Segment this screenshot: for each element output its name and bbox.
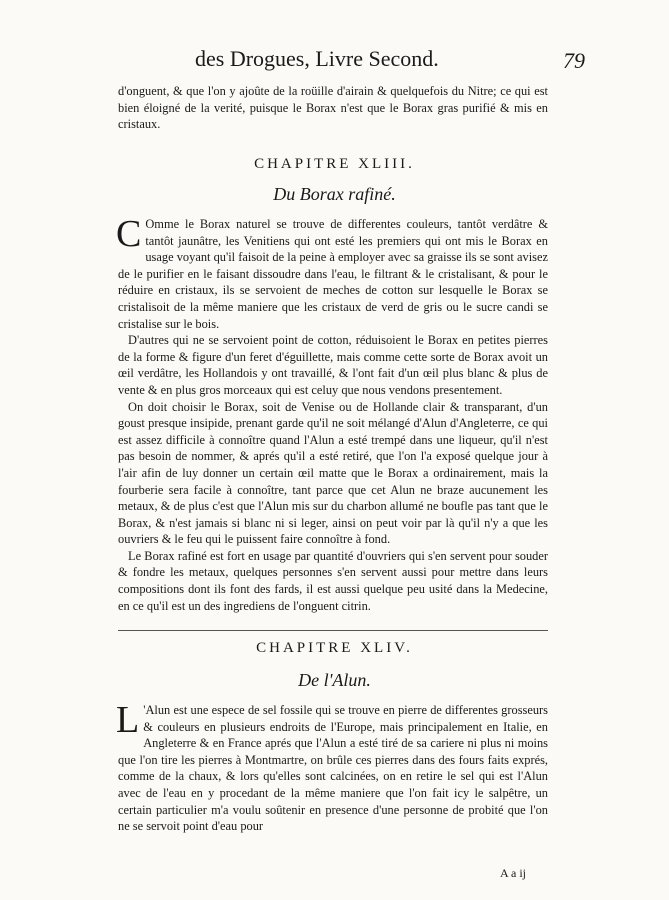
chapter-44-body [116, 699, 548, 835]
chapter-43-paragraph-2: D'autres qui ne se servoient point de cotton, réduisoient le Borax en petites pierres de la forme & figure d'un feret d'éguillette, mais comme cette sorte de Borax avoit un œil verdâtre, les Hollandois y ont travaillé, & l'ont fait d'un œil plus blanc & plus de vente & en plus gros morceaux qui est celuy que nous vendons presentement. [118, 333, 548, 397]
chapter-43-paragraph-1: C Omme le Borax naturel se trouve de differentes couleurs, tantôt verdâtre & tantôt jaunâtre, les Venitiens qui ont esté les premiers qui ont mis le Borax en usage voyant qu'il faisoit de la peine à employer avec sa graisse ils se sont avisez de le purifier en le faisant dissoudre dans l'eau, le filtrant & le cristalisant, & pour le réduire en cristaux, ils se servoient de meches de cotton sur lesquelle le Borax se cristalisoit de la même maniere que les cristaux de verd de gris ou le sucre candi se cristalise sur le bois. [116, 213, 548, 331]
top-paragraph: d'onguent, & que l'on y ajoûte de la roüille d'airain & quelquefois du Nitre; ce qui est bien éloigné de la verité, puisque le Borax n'est que le Borax gras purifié & mis en cristaux. [118, 84, 548, 132]
top-paragraph-block [118, 83, 548, 133]
chapter-44-heading: CHAPITRE XLIV. [256, 640, 413, 656]
chapter-44-paragraph-1: L 'Alun est une espece de sel fossile qui se trouve en pierre de differentes grosseurs & couleurs en plusieurs endroits de l'Europe, mais principalement en Italie, en Angleterre & en France aprés que l'Alun a esté tiré de sa cariere ni plus ni moins que l'on tire les pierres à Montmartre, on brûle ces pierres dans des fours faits exprés, comme de la chaux, & lors qu'elles sont calcinées, on en retire le sel qui est l'Alun avec de l'eau en y procedant de la même maniere que l'on fait icy le salpêtre, un certain particulier m'a voulu soûtenir en presence d'une personne de probité que l'on ne se servoit point d'eau pour [116, 699, 548, 834]
drop-cap: C [116, 213, 142, 255]
chapter-43-paragraph-3: On doit choisir le Borax, soit de Venise ou de Hollande clair & transparant, d'un goust presque insipide, prenant garde qu'il ne soit mélangé d'Alun d'Angleterre, ce qui est assez difficile à connoître quand l'Alun a esté trempé dans une liqueur, qu'il n'est pas besoin de nommer, & aprés qu'il a esté retiré, que l'on l'a exposé quelque jour à l'air afin de luy donner un certain œil matte que le Borax a ordinairement, mais la fourberie sera facile à connoître, tant parce que cet Alun ne braze aucunement les metaux, & de plus c'est que l'Alun mis sur du charbon allumé ne boufle pas tant que le Borax, & n'est jamais si blanc ni si leger, ainsi on peut voir par là qu'il n'y a que les ouvriers & le feu qui le puissent faire connoître à fond. [118, 399, 548, 547]
running-head-title: des Drogues, Livre Second. [195, 46, 439, 71]
chapter-43-subtitle: Du Borax rafiné. [273, 184, 396, 204]
chapter-43-body [116, 213, 548, 614]
signature-mark: A a ij [500, 866, 526, 880]
page-number: 79 [563, 48, 585, 73]
running-head [195, 46, 585, 73]
chapter-43-paragraph-4: Le Borax rafiné est fort en usage par quantité d'ouvriers qui s'en servent pour souder & fondre les metaux, quelques personnes s'en servent aussi pour mettre dans leurs compositions dont ils font des fards, il est aussi quelque peu usité dans la Medecine, en ce qu'il est un des ingrediens de l'onguent citrin. [118, 548, 548, 613]
chapter-43-heading: CHAPITRE XLIII. [254, 156, 415, 172]
section-divider [118, 630, 548, 631]
chapter-44-subtitle: De l'Alun. [298, 670, 371, 690]
drop-cap: L [116, 699, 140, 741]
